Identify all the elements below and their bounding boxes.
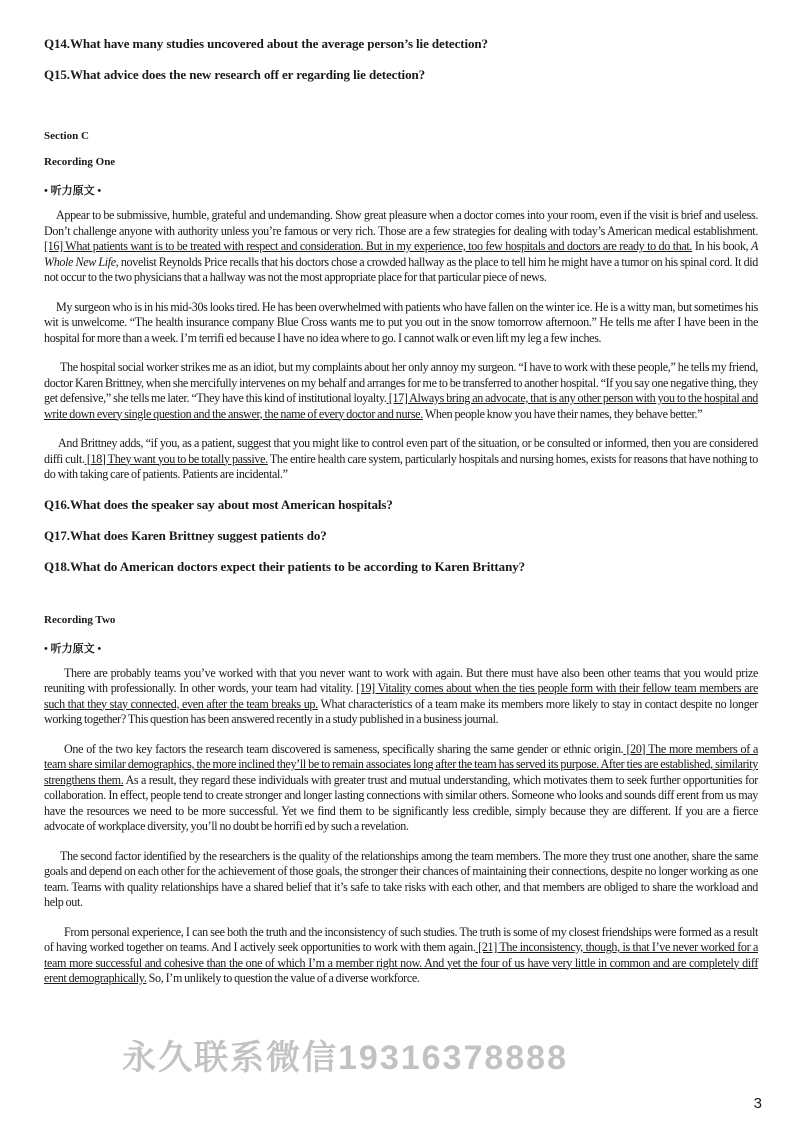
paragraph xyxy=(44,666,758,728)
text-run: One of the two key factors the research team discovered is sameness, specifically sharing the same gender or ethnic origin. xyxy=(64,741,624,756)
recording-two-body xyxy=(44,666,758,987)
text-run: And Brittney adds, “if you, as a patient, suggest that you might like to control even part of the situation, or be consulted or informed, then you are considered diffi cult. xyxy=(44,436,758,466)
text-run: When people know you have their names, they behave better.” xyxy=(422,406,703,421)
text-run: As a result, they regard these individuals with greater trust and mutual understanding, which motivates them to seek further opportunities for collaboration. In effect, people tend to create stronger and longer lasting connections with similar others. Someone who looks and sounds diff erent from us may have the resources we need to be more successful. Yet we find them to be significantly less credible, simply because they are different. If you are a fierce advocate of workplace diversity, you’ll no doubt be horrifi ed by such a revelation. xyxy=(44,772,758,833)
answer-key-text: [20] The more members of a team share similar demographics, the more inclined they’ll be to remain associates long after the team has served its purpose. After ties are established, similarity strengthens them. xyxy=(44,741,758,787)
question-15: Q15.What advice does the new research off er regarding lie detection? xyxy=(44,67,425,82)
book-title: A Whole New Life xyxy=(44,239,758,269)
answer-key-text: [21] The inconsistency, though, is that I’ve never worked for a team more successful and cohesive than the one of which I’m a member right now. And yet the four of us have very little in common and are completely diff erent demographically. xyxy=(44,940,758,985)
paragraph xyxy=(44,742,758,835)
text-run: The entire health care system, particularly hospitals and nursing homes, exists for reasons that have nothing to do with taking care of patients. Patients are incidental.” xyxy=(44,451,758,481)
text-run: Appear to be submissive, humble, grateful and undemanding. Show great pleasure when a doctor comes into your room, even if the visit is brief and useless. Don’t challenge anyone with authority unless you’re famous or very rich. Those are a few strategies for dealing with today’s American medical establishment. xyxy=(44,208,758,238)
text-run: From personal experience, I can see both the truth and the inconsistency of such studies. The truth is some of my closest friendships were formed as a result of having worked together on teams. And I actively seek opportunities to work with them again. xyxy=(44,924,758,954)
question-17: Q17.What does Karen Brittney suggest patients do? xyxy=(44,527,327,543)
answer-key-text: [18] They want you to be totally passive. xyxy=(84,451,268,466)
paragraph xyxy=(44,436,758,483)
page-number: 3 xyxy=(753,1095,762,1112)
recording-two-original-label: • 听力原文 • xyxy=(44,642,102,655)
text-run: , novelist Reynolds Price recalls that his doctors chose a crowded hallway as the place to tell him he might have a tumor on his spinal cord. It did not occur to the two physicians that a hallway was not the most appropriate place for that particular piece of news. xyxy=(44,254,758,284)
recording-one-original-label: • 听力原文 • xyxy=(44,185,102,197)
text-run: What characteristics of a team make its members more likely to stay in contact despite no longer working together? This question has been answered recently in a study published in a business journal. xyxy=(44,696,758,726)
recording-one-body xyxy=(44,208,758,483)
question-16: Q16.What does the speaker say about most American hospitals? xyxy=(44,496,393,512)
text-run: There are probably teams you’ve worked with that you never want to work with again. But there must have also been other teams that you would prize reuniting with professionally. In other words, your team had vitality. xyxy=(44,665,758,695)
recording-two-heading: Recording Two xyxy=(44,613,116,626)
answer-key-text: [19] Vitality comes about when the ties people form with their fellow team members are such that they stay connected, even after the team breaks up. xyxy=(44,681,758,711)
paragraph xyxy=(44,925,758,987)
paragraph xyxy=(44,208,758,286)
paragraph xyxy=(44,360,758,422)
text-run: My surgeon who is in his mid-30s looks tired. He has been overwhelmed with patients who have fallen on the winter ice. He is a witty man, but sometimes his wit is unwelcome. “The health insurance company Blue Cross wants me to put you out in the snow tomorrow afternoon.” He tells me after I have been in the hospital for more than a week. I’m terrifi ed because I have no idea where to go. I cannot walk or even lift my leg a few inches. xyxy=(44,299,758,345)
section-c-heading: Section C xyxy=(44,130,89,142)
answer-key-text: [17] Always bring an advocate, that is any other person with you to the hospital and write down every single question and the answer, the name of every doctor and nurse. xyxy=(44,391,758,421)
recording-one-heading: Recording One xyxy=(44,156,116,168)
text-run: In his book, xyxy=(692,239,751,253)
watermark-text: 永久联系微信19316378888 xyxy=(122,1039,569,1077)
question-14: Q14.What have many studies uncovered about the average person’s lie detection? xyxy=(44,36,488,51)
text-run: The second factor identified by the researchers is the quality of the relationships among the team members. The more they trust one another, share the same goals and depend on each other for the achievement of those goals, the stronger their chances of maintaining their connections, despite no longer working as one team. Teams with quality relationships have a shared belief that it’s safe to take risks with each other, and that members are obliged to share the workload and help out. xyxy=(44,848,758,909)
answer-key-text: [16] What patients want is to be treated with respect and consideration. But in my experience, too few hospitals and doctors are ready to do that. xyxy=(44,239,693,253)
paragraph xyxy=(44,849,758,911)
page-content xyxy=(44,36,758,1001)
question-18: Q18.What do American doctors expect their patients to be according to Karen Brittany? xyxy=(44,558,525,574)
paragraph xyxy=(44,300,758,347)
text-run: The hospital social worker strikes me as an idiot, but my complaints about her only annoy my surgeon. “I have to work with these people,” he tells my friend, doctor Karen Brittney, when she mercifully intervenes on my behalf and arranges for me to be transferred to another hospital. “If you say one negative thing, they get defensive,” she tells me later. “They have this kind of institutional loyalty. xyxy=(44,360,758,405)
text-run: So, I’m unlikely to question the value of a diverse workforce. xyxy=(146,971,420,985)
